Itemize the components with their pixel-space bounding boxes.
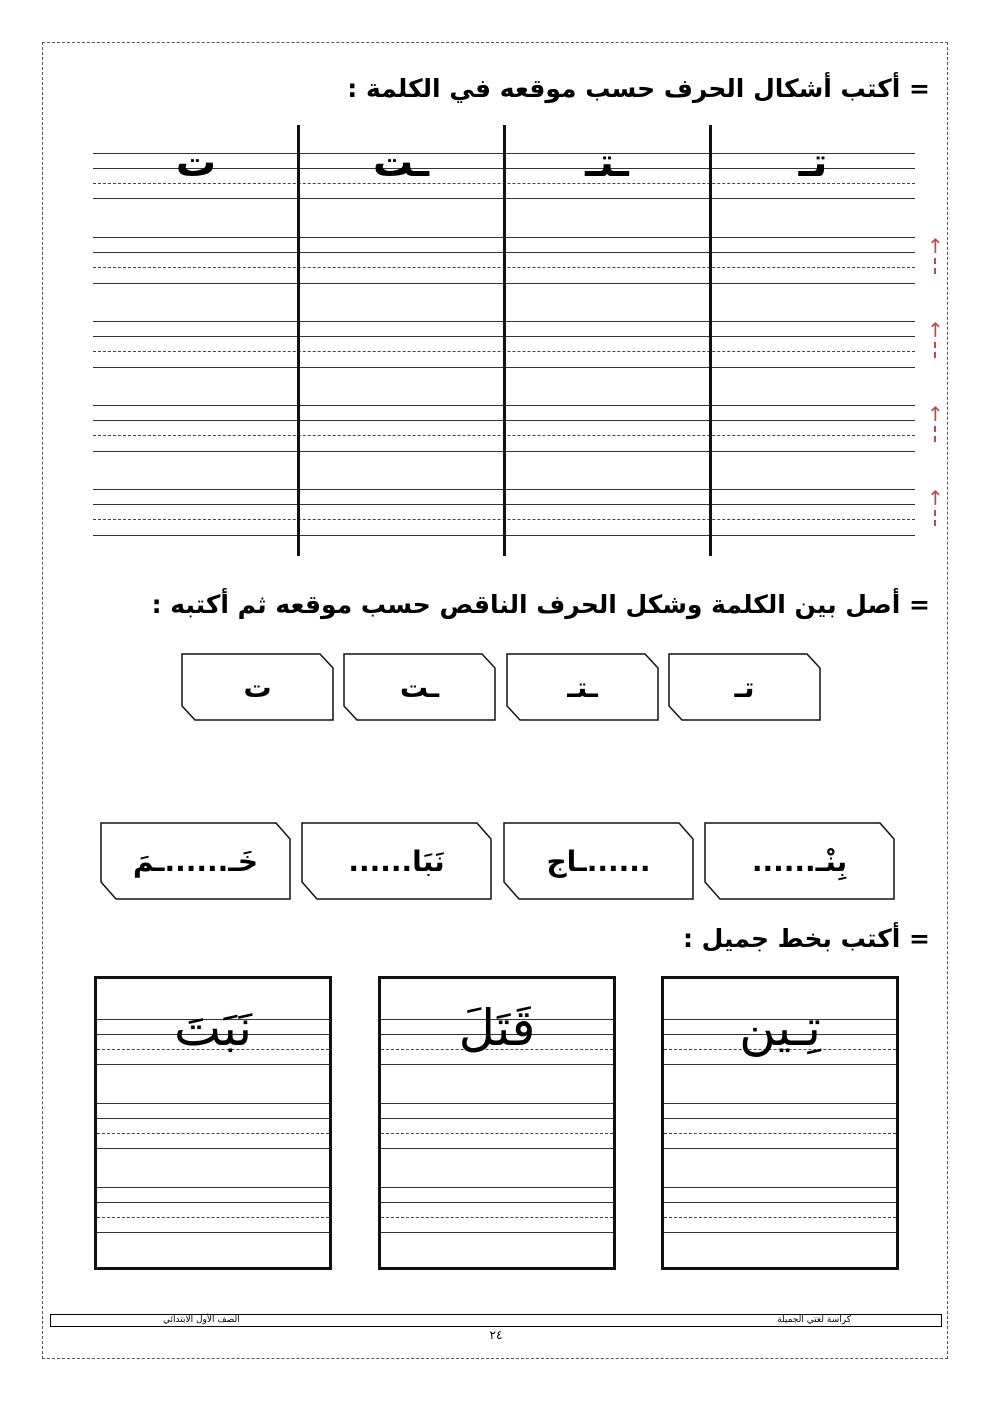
handwriting-box[interactable]: [661, 976, 899, 1270]
handwriting-box[interactable]: [94, 976, 332, 1270]
letter-form-isolated: ت: [175, 140, 217, 186]
word-card-text: نَبَا......: [348, 844, 445, 878]
word-card-text: بِنْـ......: [751, 844, 848, 878]
letter-form-medial: ـتـ: [585, 140, 629, 186]
page-number: ٢٤: [489, 1328, 503, 1342]
column-divider: [503, 125, 506, 556]
footer-book-title: كراسة لغتي الجميلة: [777, 1315, 851, 1325]
letter-card-text: ـتـ: [567, 670, 598, 704]
letter-card-text: ـت: [399, 670, 440, 704]
model-word: قَتَلَ: [458, 999, 536, 1057]
column-divider: [297, 125, 300, 556]
letter-card[interactable]: [668, 653, 821, 721]
word-card[interactable]: [503, 822, 694, 900]
letter-form-final: ـت: [372, 140, 429, 186]
letter-card[interactable]: [181, 653, 334, 721]
word-card-text: خَـ......ـمَ: [132, 844, 259, 878]
handwriting-box[interactable]: [378, 976, 616, 1270]
word-card[interactable]: [301, 822, 492, 900]
up-arrow-icon: ↑: [927, 488, 943, 526]
footer-grade: الصف الأول الابتدائي: [163, 1315, 240, 1325]
section2-heading: = أصل بين الكلمة وشكل الحرف الناقص حسب موقعه ثم أكتبه :: [151, 590, 930, 619]
section3-heading: = أكتب بخط جميل :: [682, 924, 930, 953]
word-card-text: ......ـاج: [546, 844, 651, 878]
letter-card-text: ت: [243, 670, 272, 704]
up-arrow-icon: ↑: [927, 320, 943, 358]
letter-card-text: تـ: [734, 670, 755, 704]
footer-bar: [50, 1314, 942, 1327]
word-card[interactable]: [100, 822, 291, 900]
up-arrow-icon: ↑: [927, 404, 943, 442]
section1-heading: = أكتب أشكال الحرف حسب موقعه في الكلمة :: [347, 74, 930, 103]
letter-card[interactable]: [343, 653, 496, 721]
column-divider: [709, 125, 712, 556]
letter-form-initial: تـ: [798, 140, 828, 186]
letter-card[interactable]: [506, 653, 659, 721]
up-arrow-icon: ↑: [927, 236, 943, 274]
model-word: نَبَتَ: [173, 999, 253, 1057]
word-card[interactable]: [704, 822, 895, 900]
model-word: تِـين: [739, 999, 821, 1057]
